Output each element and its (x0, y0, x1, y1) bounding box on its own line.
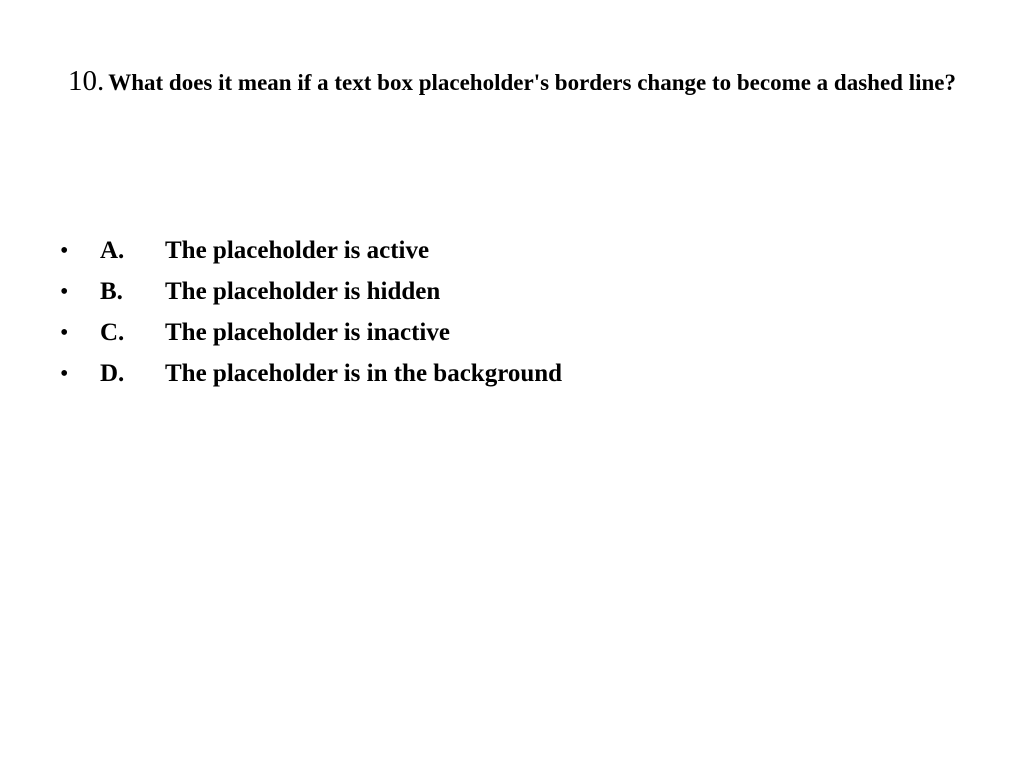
option-text: The placeholder is active (165, 237, 430, 264)
bullet-icon: • (60, 238, 69, 264)
option-letter: D. (100, 360, 125, 387)
option-letter: C. (100, 319, 125, 346)
bullet-icon: • (60, 279, 69, 305)
option-letter: B. (100, 278, 123, 305)
option-text: The placeholder is in the background (165, 360, 563, 387)
question-text: What does it mean if a text box placeholder's borders change to become a dashed line? (108, 70, 956, 95)
option-text: The placeholder is inactive (165, 319, 450, 346)
question-number: 10. (67, 65, 105, 97)
question-title (60, 64, 964, 103)
option-letter: A. (100, 237, 125, 264)
bullet-icon: • (60, 320, 69, 346)
option-text: The placeholder is hidden (165, 278, 441, 305)
bullet-icon: • (60, 361, 69, 387)
